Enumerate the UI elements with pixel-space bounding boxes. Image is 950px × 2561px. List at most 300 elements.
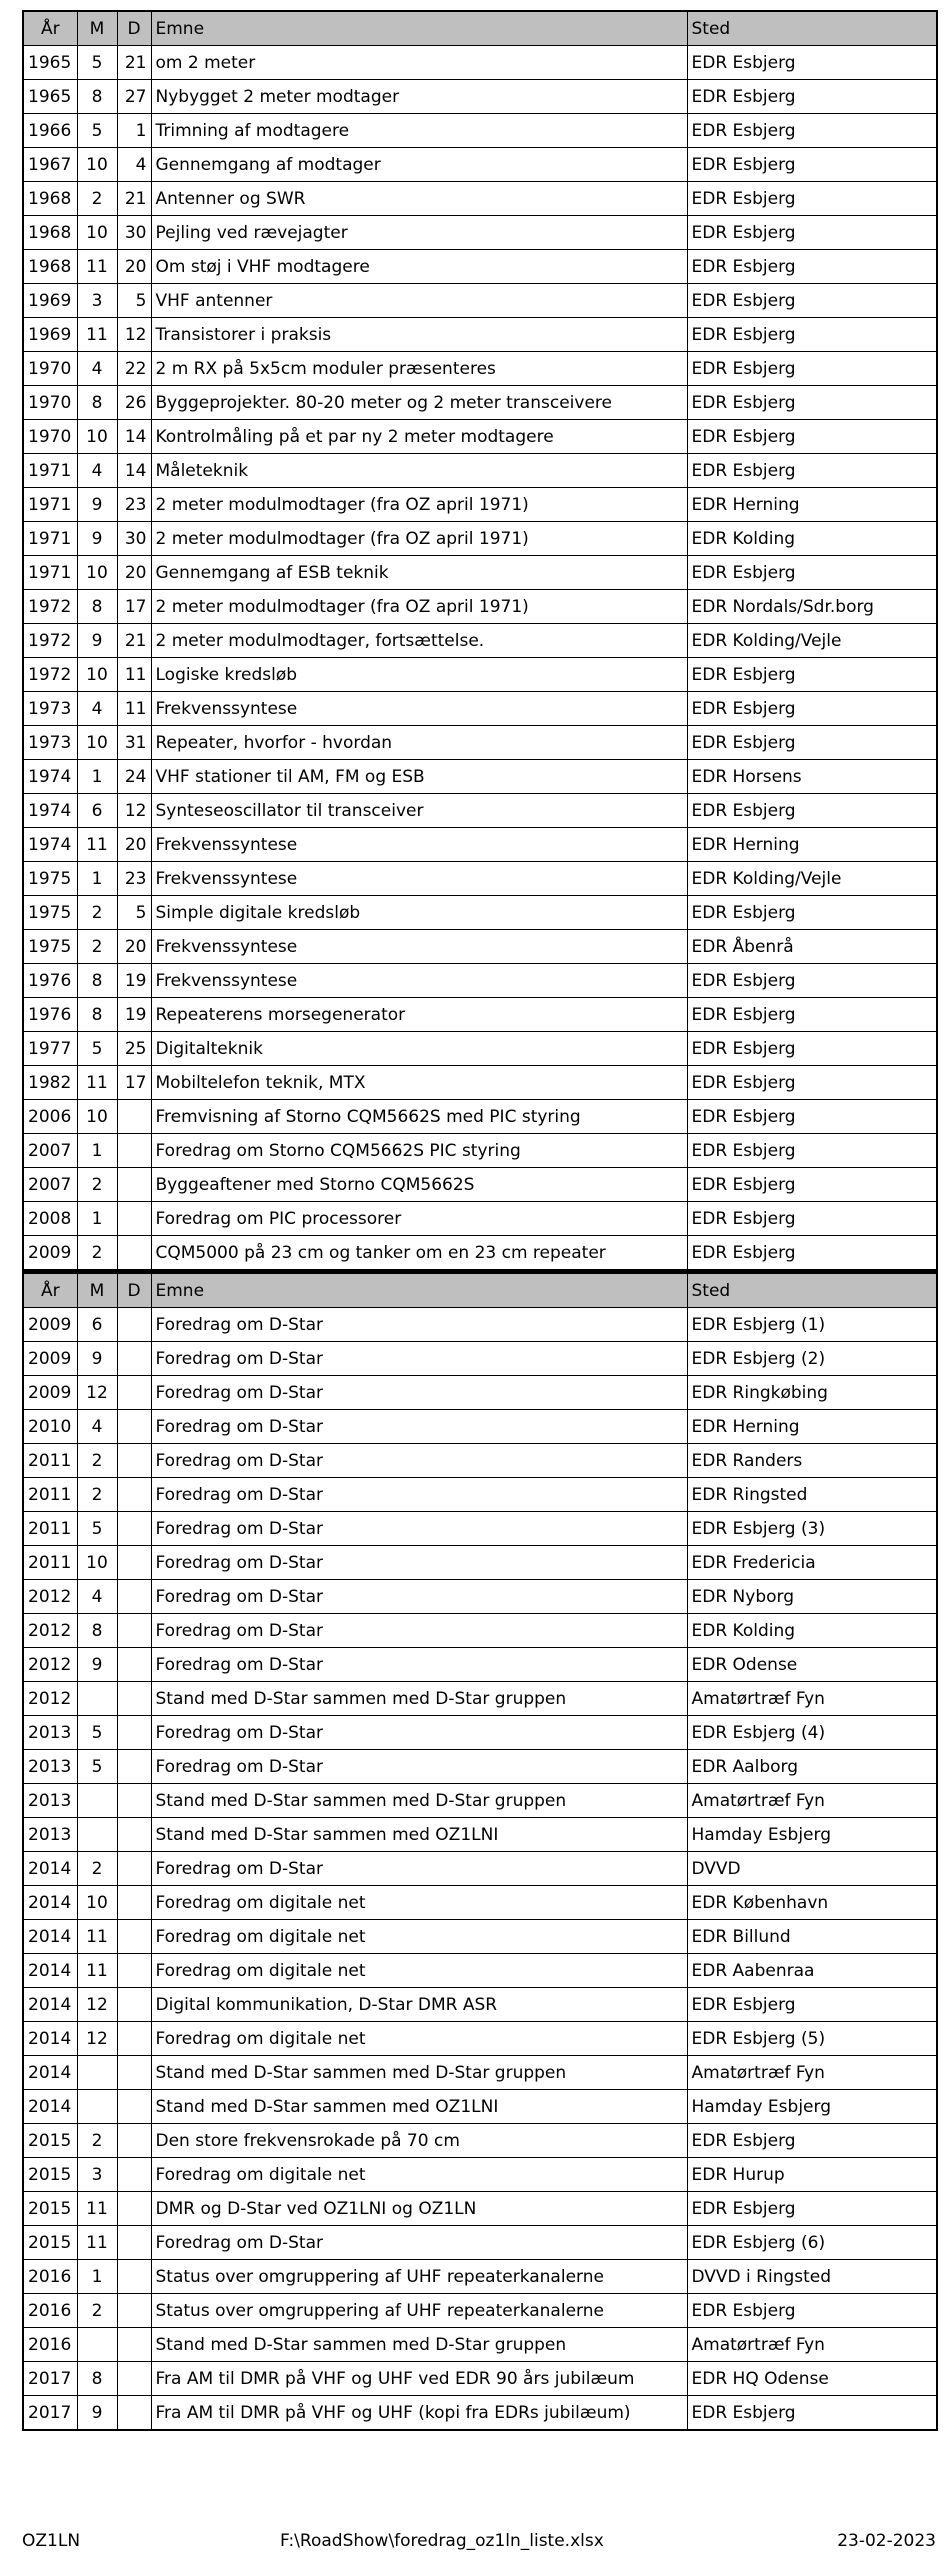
cell-month <box>77 1682 117 1716</box>
cell-place: EDR Esbjerg <box>687 1168 937 1202</box>
cell-topic: Foredrag om D-Star <box>151 1614 687 1648</box>
cell-year: 1982 <box>23 1066 77 1100</box>
cell-topic: Foredrag om D-Star <box>151 1342 687 1376</box>
cell-month: 10 <box>77 1886 117 1920</box>
cell-topic: Frekvenssyntese <box>151 862 687 896</box>
cell-month <box>77 2090 117 2124</box>
cell-month: 2 <box>77 182 117 216</box>
cell-day <box>117 1410 151 1444</box>
cell-month: 5 <box>77 46 117 80</box>
cell-place: EDR Nyborg <box>687 1580 937 1614</box>
table-row <box>23 556 937 590</box>
cell-day <box>117 2192 151 2226</box>
cell-year: 2013 <box>23 1784 77 1818</box>
table-row <box>23 1168 937 1202</box>
table-row <box>23 828 937 862</box>
cell-day <box>117 1716 151 1750</box>
cell-year: 2011 <box>23 1546 77 1580</box>
cell-place: EDR Esbjerg <box>687 182 937 216</box>
table-row <box>23 862 937 896</box>
cell-day <box>117 1376 151 1410</box>
cell-month: 4 <box>77 352 117 386</box>
cell-place: EDR Esbjerg <box>687 148 937 182</box>
cell-topic: Stand med D-Star sammen med D-Star gruppen <box>151 2328 687 2362</box>
cell-day <box>117 2226 151 2260</box>
cell-year: 1974 <box>23 760 77 794</box>
cell-place: EDR Esbjerg <box>687 1988 937 2022</box>
cell-place: EDR Esbjerg <box>687 1100 937 1134</box>
cell-month: 6 <box>77 1308 117 1342</box>
cell-day <box>117 1886 151 1920</box>
cell-month: 9 <box>77 1342 117 1376</box>
cell-topic: CQM5000 på 23 cm og tanker om en 23 cm repeater <box>151 1236 687 1271</box>
cell-day: 30 <box>117 522 151 556</box>
cell-place: Amatørtræf Fyn <box>687 2328 937 2362</box>
table-row <box>23 1818 937 1852</box>
cell-place: EDR Esbjerg <box>687 896 937 930</box>
cell-place: EDR Esbjerg <box>687 1134 937 1168</box>
table-row <box>23 1614 937 1648</box>
cell-month: 8 <box>77 590 117 624</box>
cell-place: EDR Kolding/Vejle <box>687 862 937 896</box>
table-row <box>23 2056 937 2090</box>
cell-place: EDR Esbjerg <box>687 1202 937 1236</box>
cell-day <box>117 1818 151 1852</box>
cell-day <box>117 1546 151 1580</box>
cell-place: EDR Esbjerg (1) <box>687 1308 937 1342</box>
cell-year: 1969 <box>23 318 77 352</box>
cell-year: 2017 <box>23 2362 77 2396</box>
cell-day: 19 <box>117 998 151 1032</box>
cell-day <box>117 1852 151 1886</box>
cell-year: 1975 <box>23 930 77 964</box>
cell-topic: Frekvenssyntese <box>151 930 687 964</box>
cell-topic: Antenner og SWR <box>151 182 687 216</box>
cell-topic: Pejling ved rævejagter <box>151 216 687 250</box>
cell-place: Amatørtræf Fyn <box>687 2056 937 2090</box>
footer-file-path: F:\RoadShow\foredrag_oz1ln_liste.xlsx <box>280 2531 604 2551</box>
cell-day: 22 <box>117 352 151 386</box>
header-month: M <box>77 1273 117 1308</box>
cell-month: 1 <box>77 1134 117 1168</box>
cell-year: 2013 <box>23 1716 77 1750</box>
table-row <box>23 1716 937 1750</box>
cell-topic: Foredrag om digitale net <box>151 1920 687 1954</box>
cell-day: 21 <box>117 46 151 80</box>
cell-topic: Byggeaftener med Storno CQM5662S <box>151 1168 687 1202</box>
cell-year: 2011 <box>23 1512 77 1546</box>
cell-year: 1973 <box>23 692 77 726</box>
header-day: D <box>117 1273 151 1308</box>
cell-month: 2 <box>77 1168 117 1202</box>
cell-month: 4 <box>77 454 117 488</box>
cell-day <box>117 1134 151 1168</box>
cell-topic: 2 meter modulmodtager, fortsættelse. <box>151 624 687 658</box>
table-row <box>23 1444 937 1478</box>
cell-place: EDR Esbjerg <box>687 420 937 454</box>
cell-place: EDR Esbjerg <box>687 216 937 250</box>
cell-month: 4 <box>77 1580 117 1614</box>
cell-day <box>117 1920 151 1954</box>
cell-year: 1965 <box>23 80 77 114</box>
table-row <box>23 1066 937 1100</box>
cell-day <box>117 1100 151 1134</box>
cell-month: 2 <box>77 1236 117 1271</box>
table-row <box>23 1512 937 1546</box>
cell-topic: Stand med D-Star sammen med D-Star gruppen <box>151 1682 687 1716</box>
table-row <box>23 1750 937 1784</box>
cell-month: 5 <box>77 1032 117 1066</box>
cell-year: 2014 <box>23 1954 77 1988</box>
cell-month: 9 <box>77 522 117 556</box>
cell-topic: Synteseoscillator til transceiver <box>151 794 687 828</box>
table-row <box>23 2260 937 2294</box>
cell-year: 2012 <box>23 1614 77 1648</box>
table-row <box>23 80 937 114</box>
table-row <box>23 216 937 250</box>
cell-day: 27 <box>117 80 151 114</box>
cell-month: 11 <box>77 1954 117 1988</box>
cell-day: 5 <box>117 896 151 930</box>
cell-place: EDR Esbjerg <box>687 114 937 148</box>
cell-topic: Foredrag om Storno CQM5662S PIC styring <box>151 1134 687 1168</box>
cell-month: 12 <box>77 2022 117 2056</box>
cell-topic: Repeater, hvorfor - hvordan <box>151 726 687 760</box>
cell-place: EDR Esbjerg <box>687 46 937 80</box>
cell-year: 2009 <box>23 1236 77 1271</box>
cell-month: 11 <box>77 318 117 352</box>
table-row <box>23 1202 937 1236</box>
cell-year: 2014 <box>23 1852 77 1886</box>
cell-topic: Foredrag om D-Star <box>151 1580 687 1614</box>
table-row <box>23 250 937 284</box>
cell-topic: Foredrag om D-Star <box>151 1716 687 1750</box>
table-row <box>23 1032 937 1066</box>
table-row <box>23 1682 937 1716</box>
table-row <box>23 2158 937 2192</box>
cell-topic: Foredrag om digitale net <box>151 1954 687 1988</box>
cell-year: 2008 <box>23 1202 77 1236</box>
cell-month: 8 <box>77 2362 117 2396</box>
cell-day <box>117 1202 151 1236</box>
cell-place: EDR Åbenrå <box>687 930 937 964</box>
cell-topic: Måleteknik <box>151 454 687 488</box>
cell-year: 2014 <box>23 1988 77 2022</box>
page-footer <box>0 2531 950 2555</box>
cell-topic: 2 meter modulmodtager (fra OZ april 1971) <box>151 488 687 522</box>
cell-month: 4 <box>77 692 117 726</box>
cell-day: 4 <box>117 148 151 182</box>
cell-topic: Digitalteknik <box>151 1032 687 1066</box>
cell-year: 2015 <box>23 2192 77 2226</box>
cell-day: 21 <box>117 182 151 216</box>
cell-month: 9 <box>77 1648 117 1682</box>
cell-month: 8 <box>77 1614 117 1648</box>
cell-year: 1977 <box>23 1032 77 1066</box>
table-row <box>23 1886 937 1920</box>
table-row <box>23 488 937 522</box>
cell-year: 2007 <box>23 1134 77 1168</box>
cell-place: EDR Esbjerg <box>687 250 937 284</box>
table-row <box>23 420 937 454</box>
cell-day: 23 <box>117 488 151 522</box>
cell-day: 5 <box>117 284 151 318</box>
cell-day: 14 <box>117 454 151 488</box>
cell-topic: 2 m RX på 5x5cm moduler præsenteres <box>151 352 687 386</box>
cell-day <box>117 1648 151 1682</box>
cell-day <box>117 2158 151 2192</box>
table-row <box>23 2294 937 2328</box>
cell-year: 2011 <box>23 1444 77 1478</box>
cell-month: 10 <box>77 1546 117 1580</box>
cell-place: EDR HQ Odense <box>687 2362 937 2396</box>
cell-month: 1 <box>77 1202 117 1236</box>
cell-year: 1971 <box>23 522 77 556</box>
cell-place: EDR Billund <box>687 1920 937 1954</box>
table-row <box>23 1852 937 1886</box>
cell-topic: Digital kommunikation, D-Star DMR ASR <box>151 1988 687 2022</box>
cell-place: DVVD i Ringsted <box>687 2260 937 2294</box>
footer-date: 23-02-2023 <box>837 2531 936 2551</box>
cell-place: EDR Esbjerg <box>687 318 937 352</box>
cell-topic: Frekvenssyntese <box>151 828 687 862</box>
cell-topic: 2 meter modulmodtager (fra OZ april 1971) <box>151 522 687 556</box>
cell-year: 2013 <box>23 1818 77 1852</box>
cell-day: 23 <box>117 862 151 896</box>
cell-topic: Foredrag om D-Star <box>151 1410 687 1444</box>
cell-year: 1975 <box>23 862 77 896</box>
cell-day: 26 <box>117 386 151 420</box>
cell-month: 12 <box>77 1376 117 1410</box>
cell-day <box>117 1342 151 1376</box>
cell-year: 2016 <box>23 2328 77 2362</box>
cell-day <box>117 1614 151 1648</box>
table-row <box>23 760 937 794</box>
cell-topic: Foredrag om digitale net <box>151 1886 687 1920</box>
table-row <box>23 1134 937 1168</box>
cell-year: 2009 <box>23 1376 77 1410</box>
cell-day: 24 <box>117 760 151 794</box>
cell-year: 2014 <box>23 2056 77 2090</box>
cell-day: 20 <box>117 250 151 284</box>
cell-day: 21 <box>117 624 151 658</box>
cell-year: 1974 <box>23 828 77 862</box>
table-header-row <box>23 1273 937 1308</box>
cell-place: EDR Aabenraa <box>687 1954 937 1988</box>
cell-year: 1970 <box>23 386 77 420</box>
cell-month <box>77 2328 117 2362</box>
cell-year: 1971 <box>23 454 77 488</box>
cell-year: 2012 <box>23 1682 77 1716</box>
cell-topic: Den store frekvensrokade på 70 cm <box>151 2124 687 2158</box>
table-row <box>23 590 937 624</box>
cell-place: EDR Horsens <box>687 760 937 794</box>
table-row <box>23 352 937 386</box>
cell-year: 2012 <box>23 1580 77 1614</box>
cell-place: Hamday Esbjerg <box>687 1818 937 1852</box>
table-row <box>23 726 937 760</box>
cell-place: Amatørtræf Fyn <box>687 1682 937 1716</box>
cell-year: 1969 <box>23 284 77 318</box>
cell-topic: DMR og D-Star ved OZ1LNI og OZ1LN <box>151 2192 687 2226</box>
table-row <box>23 2192 937 2226</box>
cell-month: 8 <box>77 80 117 114</box>
cell-year: 1973 <box>23 726 77 760</box>
table-row <box>23 624 937 658</box>
cell-topic: VHF stationer til AM, FM og ESB <box>151 760 687 794</box>
cell-month: 1 <box>77 862 117 896</box>
cell-day <box>117 2056 151 2090</box>
cell-year: 2015 <box>23 2158 77 2192</box>
table-row <box>23 998 937 1032</box>
table-row <box>23 1342 937 1376</box>
cell-day: 12 <box>117 318 151 352</box>
cell-place: EDR Esbjerg <box>687 556 937 590</box>
cell-year: 2016 <box>23 2260 77 2294</box>
cell-place: EDR Esbjerg <box>687 1032 937 1066</box>
cell-month: 9 <box>77 488 117 522</box>
cell-day: 12 <box>117 794 151 828</box>
header-topic: Emne <box>151 1273 687 1308</box>
cell-place: EDR Herning <box>687 488 937 522</box>
cell-place: EDR Kolding <box>687 1614 937 1648</box>
cell-place: EDR Esbjerg <box>687 2192 937 2226</box>
cell-place: EDR Ringkøbing <box>687 1376 937 1410</box>
talks-table-2009-2017 <box>22 1271 938 2431</box>
cell-day: 17 <box>117 590 151 624</box>
cell-day <box>117 2294 151 2328</box>
cell-month: 5 <box>77 1512 117 1546</box>
header-topic: Emne <box>151 11 687 46</box>
cell-place: EDR Esbjerg (5) <box>687 2022 937 2056</box>
cell-month: 10 <box>77 420 117 454</box>
cell-place: EDR Aalborg <box>687 1750 937 1784</box>
cell-month <box>77 2056 117 2090</box>
cell-month: 10 <box>77 726 117 760</box>
cell-year: 1972 <box>23 624 77 658</box>
cell-topic: Logiske kredsløb <box>151 658 687 692</box>
cell-day: 19 <box>117 964 151 998</box>
table-row <box>23 2226 937 2260</box>
cell-topic: Gennemgang af ESB teknik <box>151 556 687 590</box>
cell-month: 10 <box>77 1100 117 1134</box>
cell-month: 2 <box>77 896 117 930</box>
table-row <box>23 386 937 420</box>
cell-day: 17 <box>117 1066 151 1100</box>
cell-year: 2014 <box>23 1886 77 1920</box>
cell-day <box>117 1954 151 1988</box>
cell-place: EDR Esbjerg <box>687 726 937 760</box>
cell-place: EDR Esbjerg <box>687 2294 937 2328</box>
cell-year: 1974 <box>23 794 77 828</box>
cell-month: 9 <box>77 624 117 658</box>
header-year: År <box>23 11 77 46</box>
cell-topic: Foredrag om D-Star <box>151 1478 687 1512</box>
cell-place: EDR Hurup <box>687 2158 937 2192</box>
cell-place: DVVD <box>687 1852 937 1886</box>
cell-topic: Foredrag om D-Star <box>151 1308 687 1342</box>
spreadsheet-sheet <box>22 10 936 2431</box>
cell-year: 2009 <box>23 1342 77 1376</box>
header-place: Sted <box>687 1273 937 1308</box>
cell-topic: VHF antenner <box>151 284 687 318</box>
cell-year: 1970 <box>23 352 77 386</box>
cell-month: 10 <box>77 556 117 590</box>
cell-year: 2009 <box>23 1308 77 1342</box>
cell-year: 2013 <box>23 1750 77 1784</box>
cell-topic: Mobiltelefon teknik, MTX <box>151 1066 687 1100</box>
cell-place: EDR Esbjerg <box>687 964 937 998</box>
table-row <box>23 2090 937 2124</box>
cell-year: 1971 <box>23 488 77 522</box>
cell-day <box>117 2124 151 2158</box>
cell-year: 2015 <box>23 2124 77 2158</box>
cell-year: 2014 <box>23 2090 77 2124</box>
cell-topic: Foredrag om D-Star <box>151 1648 687 1682</box>
cell-year: 2006 <box>23 1100 77 1134</box>
cell-month: 5 <box>77 114 117 148</box>
cell-day: 31 <box>117 726 151 760</box>
cell-place: Amatørtræf Fyn <box>687 1784 937 1818</box>
cell-day: 20 <box>117 930 151 964</box>
cell-year: 2014 <box>23 2022 77 2056</box>
cell-day <box>117 2396 151 2431</box>
cell-place: EDR Esbjerg <box>687 1236 937 1271</box>
table-row <box>23 1988 937 2022</box>
cell-day <box>117 1750 151 1784</box>
table-row <box>23 182 937 216</box>
table-row <box>23 522 937 556</box>
cell-day <box>117 1682 151 1716</box>
cell-topic: Foredrag om D-Star <box>151 1750 687 1784</box>
header-day: D <box>117 11 151 46</box>
cell-topic: Foredrag om digitale net <box>151 2158 687 2192</box>
cell-topic: Foredrag om D-Star <box>151 1546 687 1580</box>
cell-day <box>117 1512 151 1546</box>
header-place: Sted <box>687 11 937 46</box>
cell-topic: Repeaterens morsegenerator <box>151 998 687 1032</box>
cell-topic: Foredrag om D-Star <box>151 1852 687 1886</box>
table-row <box>23 1410 937 1444</box>
cell-month: 10 <box>77 658 117 692</box>
cell-place: EDR Esbjerg <box>687 2124 937 2158</box>
cell-topic: Status over omgruppering af UHF repeaterkanalerne <box>151 2260 687 2294</box>
cell-year: 2007 <box>23 1168 77 1202</box>
cell-month: 8 <box>77 998 117 1032</box>
cell-topic: Nybygget 2 meter modtager <box>151 80 687 114</box>
talks-table-1965-2009 <box>22 10 938 1271</box>
cell-place: EDR Odense <box>687 1648 937 1682</box>
cell-year: 1968 <box>23 182 77 216</box>
cell-day <box>117 1988 151 2022</box>
cell-day <box>117 2090 151 2124</box>
table-row <box>23 318 937 352</box>
table-row <box>23 2022 937 2056</box>
cell-topic: Foredrag om D-Star <box>151 1512 687 1546</box>
table-row <box>23 1308 937 1342</box>
cell-month: 11 <box>77 2226 117 2260</box>
cell-topic: Kontrolmåling på et par ny 2 meter modtagere <box>151 420 687 454</box>
cell-month: 3 <box>77 2158 117 2192</box>
table-row <box>23 2124 937 2158</box>
header-month: M <box>77 11 117 46</box>
cell-place: EDR Esbjerg <box>687 1066 937 1100</box>
cell-month: 10 <box>77 148 117 182</box>
cell-topic: Transistorer i praksis <box>151 318 687 352</box>
cell-topic: Foredrag om D-Star <box>151 1376 687 1410</box>
table-row <box>23 46 937 80</box>
cell-place: EDR Herning <box>687 1410 937 1444</box>
